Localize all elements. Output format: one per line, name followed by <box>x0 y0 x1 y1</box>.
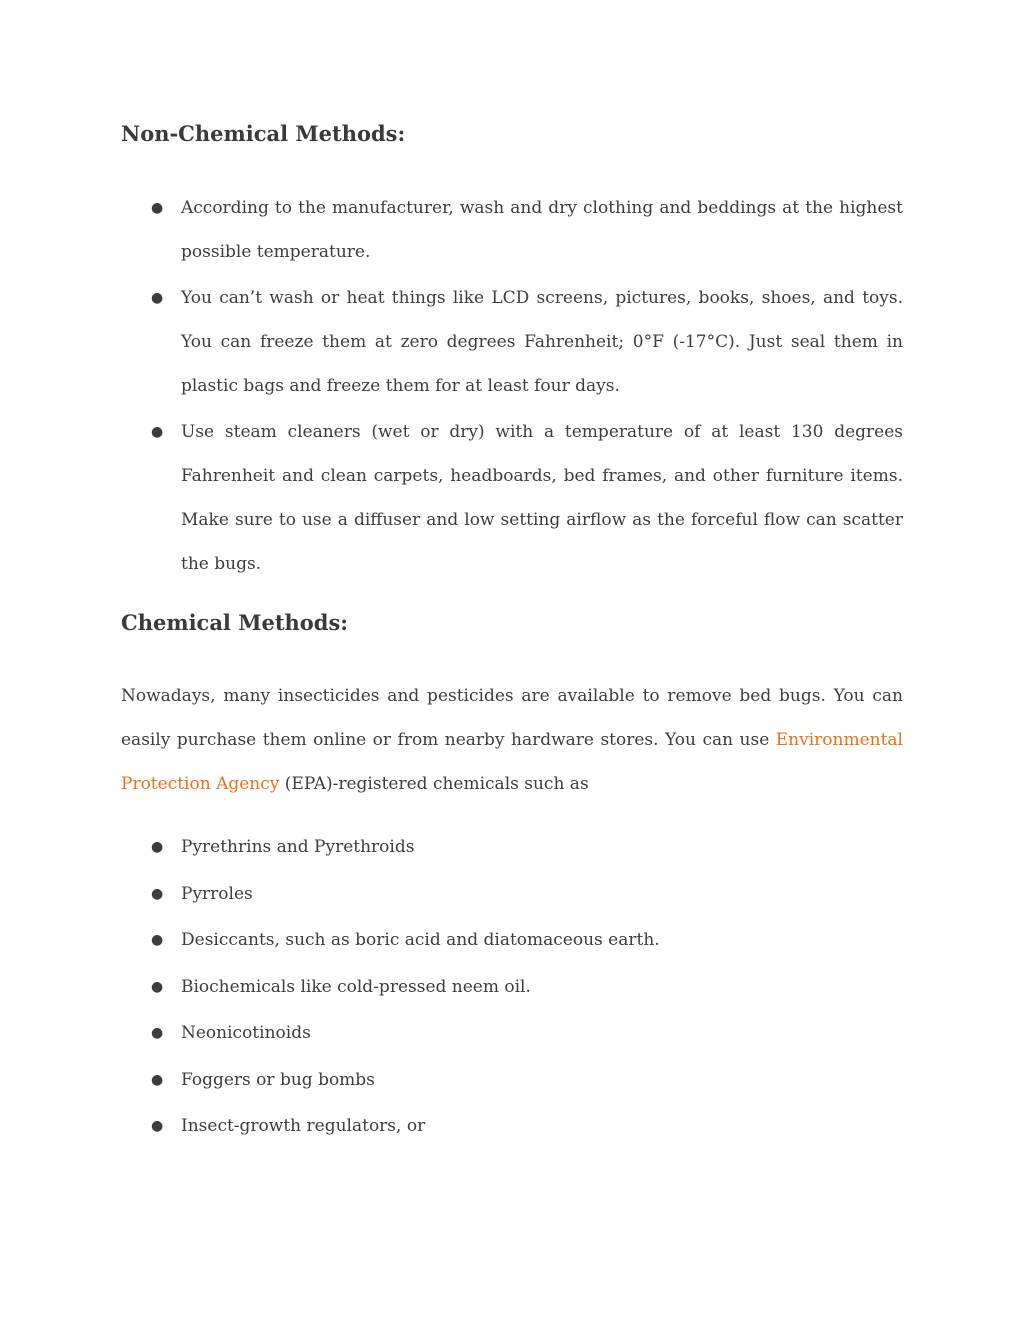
list-item-text: Neonicotinoids <box>181 1023 311 1043</box>
bullet-icon: ● <box>151 978 164 995</box>
bullet-icon: ● <box>151 1118 164 1134</box>
list-item-text: Insect-growth regulators, or <box>181 1116 426 1136</box>
list-item-text: Foggers or bug bombs <box>181 1069 375 1090</box>
bullet-icon: ● <box>151 424 164 440</box>
chemical-paragraph <box>121 674 903 806</box>
non-chemical-heading: Non-Chemical Methods: <box>121 121 406 146</box>
list-item-text: Pyrethrins and Pyrethroids <box>181 837 415 857</box>
list-item-text: Pyrroles <box>181 883 253 904</box>
list-item <box>121 1058 903 1102</box>
list-item <box>121 276 903 408</box>
bullet-icon: ● <box>151 1025 164 1041</box>
bullet-icon: ● <box>151 1071 164 1088</box>
list-item <box>121 825 903 869</box>
chemical-heading: Chemical Methods: <box>121 610 349 635</box>
list-item <box>121 918 903 962</box>
list-item-text: You can’t wash or heat things like LCD screens, pictures, books, shoes, and toys. You can freeze them at zero degrees Fahrenheit; 0°F (-17°C). Just seal them in plastic bags and freeze them for at least four days. <box>181 288 903 396</box>
list-item <box>121 410 903 586</box>
paragraph-text-end: (EPA)-registered chemicals such as <box>279 774 589 794</box>
chemical-list <box>121 825 903 1151</box>
list-item-text: Use steam cleaners (wet or dry) with a temperature of at least 130 degrees Fahrenheit and clean carpets, headboards, bed frames, and other furniture items. Make sure to use a diffuser and low setting airflow as the forceful flow can scatter the bugs. <box>181 422 903 574</box>
list-item-text: Desiccants, such as boric acid and diatomaceous earth. <box>181 930 660 950</box>
bullet-icon: ● <box>151 885 164 902</box>
bullet-icon: ● <box>151 290 164 306</box>
list-item <box>121 965 903 1009</box>
list-item <box>121 186 903 274</box>
bullet-icon: ● <box>151 839 164 855</box>
list-item <box>121 1011 903 1055</box>
epa-link[interactable]: Environmental Protection Agency <box>121 730 903 794</box>
list-item-text: Biochemicals like cold-pressed neem oil. <box>181 976 531 997</box>
list-item <box>121 872 903 916</box>
list-item-text: According to the manufacturer, wash and dry clothing and beddings at the highest possible temperature. <box>181 198 903 262</box>
paragraph-text: Nowadays, many insecticides and pesticides are available to remove bed bugs. You can easily purchase them online or from nearby hardware stores. You can use <box>121 686 903 750</box>
non-chemical-list <box>121 186 903 588</box>
bullet-icon: ● <box>151 200 164 216</box>
list-item <box>121 1104 903 1148</box>
bullet-icon: ● <box>151 932 164 948</box>
